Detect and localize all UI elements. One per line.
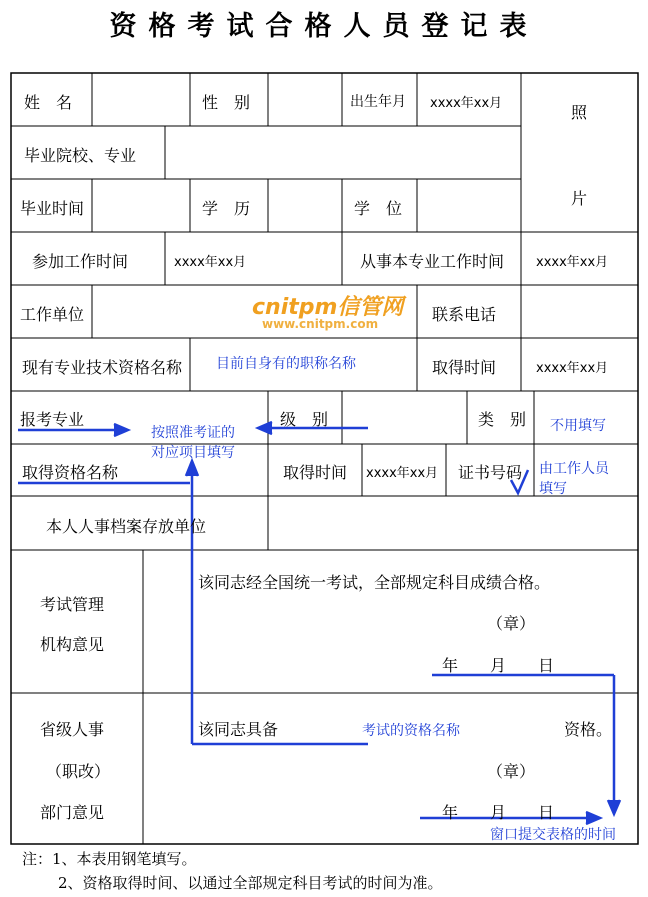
label-work-start: 参加工作时间 [32, 252, 129, 271]
annotation-current-qual: 目前自身有的职称名称 [216, 356, 356, 372]
obtain-time-value: xxxx年xx月 [536, 361, 609, 376]
label-obtain-time2: 取得时间 [283, 463, 348, 482]
annotation-submit-time: 窗口提交表格的时间 [490, 827, 616, 843]
obtain-time2-value: xxxx年xx月 [366, 466, 439, 481]
label-archive: 本人人事档案存放单位 [46, 517, 207, 536]
photo-label-top: 照 [571, 103, 588, 122]
label-name: 姓 名 [24, 93, 73, 112]
label-grad-time: 毕业时间 [20, 199, 85, 218]
prov-text-b: 资格。 [564, 720, 613, 739]
label-prov-1: 省级人事 [40, 720, 105, 739]
annotation-staff-2: 填写 [539, 481, 567, 497]
label-phone: 联系电话 [432, 305, 497, 324]
label-prov-2: （职改） [46, 762, 111, 781]
label-degree: 学 位 [354, 199, 403, 218]
label-current-qual: 现有专业技术资格名称 [22, 358, 183, 377]
label-exam-mgmt-1: 考试管理 [40, 595, 105, 614]
page-title: 资格考试合格人员登记表 [109, 11, 539, 42]
exam-seal: （章） [487, 614, 536, 633]
annotation-qual-name: 考试的资格名称 [362, 723, 460, 739]
label-exam-mgmt-2: 机构意见 [40, 635, 105, 654]
label-birth: 出生年月 [350, 94, 406, 110]
photo-label-bottom: 片 [571, 189, 588, 208]
annotation-exam-ticket-2: 对应项目填写 [151, 445, 235, 461]
label-gender: 性 别 [202, 93, 251, 112]
prov-seal: （章） [487, 762, 536, 781]
label-prov-3: 部门意见 [40, 803, 105, 822]
annotation-exam-ticket-1: 按照准考证的 [151, 425, 235, 441]
label-education: 学 历 [202, 199, 251, 218]
label-category: 类 别 [478, 410, 527, 429]
prov-text-a: 该同志具备 [198, 720, 279, 739]
note-2: 2、资格取得时间、以通过全部规定科目考试的时间为准。 [58, 874, 443, 892]
label-exam-major: 报考专业 [20, 410, 85, 429]
exam-date: 年 月 日 [442, 656, 555, 675]
watermark-url: www.cnitpm.com [262, 317, 379, 331]
label-level: 级 别 [280, 410, 329, 429]
label-prof-time: 从事本专业工作时间 [360, 252, 505, 271]
note-1: 注：1、本表用钢笔填写。 [22, 850, 197, 868]
prov-date: 年 月 日 [442, 803, 555, 822]
label-qual-name: 取得资格名称 [22, 463, 119, 482]
birth-value: xxxx年xx月 [430, 96, 503, 111]
label-school: 毕业院校、专业 [24, 146, 137, 165]
label-obtain-time: 取得时间 [432, 358, 497, 377]
annotation-staff-1: 由工作人员 [539, 461, 609, 477]
label-cert-no: 证书号码 [458, 463, 523, 482]
prof-time-value: xxxx年xx月 [536, 255, 609, 270]
exam-mgmt-text: 该同志经全国统一考试，全部规定科目成绩合格。 [198, 573, 551, 592]
label-employer: 工作单位 [20, 305, 85, 324]
work-start-value: xxxx年xx月 [174, 255, 247, 270]
watermark-logo: cnitpm信管网 [252, 295, 404, 320]
annotation-no-fill: 不用填写 [550, 418, 606, 434]
